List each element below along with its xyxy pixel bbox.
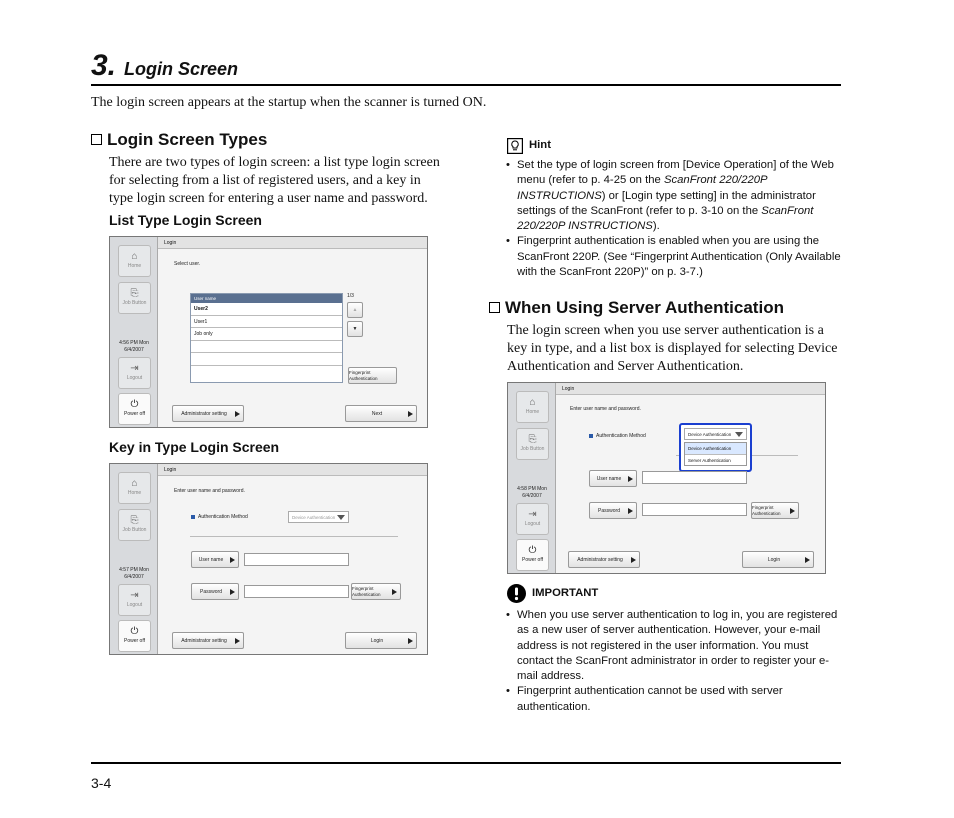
chapter-number: 3. <box>91 49 117 82</box>
important-label: IMPORTANT <box>507 584 598 603</box>
dropdown-option[interactable]: Server Authentication <box>688 458 731 463</box>
logout-button[interactable]: ⇥ Logout <box>118 357 151 389</box>
power-icon: ⏻ <box>528 545 537 556</box>
server-heading: When Using Server Authentication <box>489 298 784 318</box>
checkbox-icon <box>489 302 500 313</box>
hint-icon <box>507 138 523 154</box>
admin-setting-button[interactable]: Administrator setting <box>172 632 244 649</box>
types-paragraph: There are two types of login screen: a list type login screen for selecting from a list of registered users, and a key in type login screen for entering a user name and password. <box>109 155 440 206</box>
down-arrow-icon: ▼ <box>352 326 358 332</box>
fingerprint-button[interactable]: Fingerprint Authentication <box>348 367 397 384</box>
keyin-type-screenshot <box>109 463 428 655</box>
admin-setting-button[interactable]: Administrator setting <box>172 405 244 422</box>
chevron-down-icon <box>735 432 743 437</box>
password-input[interactable] <box>244 585 349 598</box>
scroll-up-button[interactable] <box>347 302 363 318</box>
bullet-icon <box>589 434 593 438</box>
power-off-button[interactable]: ⏻ Power off <box>516 539 549 571</box>
fingerprint-button[interactable]: Fingerprint Authentication <box>751 502 799 519</box>
home-icon: ⌂ <box>131 251 138 262</box>
header-rule <box>91 84 841 86</box>
arrow-right-icon <box>628 476 633 482</box>
home-icon: ⌂ <box>131 478 138 489</box>
checkbox-icon <box>91 134 102 145</box>
list-item[interactable] <box>191 353 342 366</box>
page-number: 3-4 <box>91 775 112 791</box>
hint-bullet-2: • Fingerprint authentication is enabled when you are using the ScanFront 220P. (See “Fingerprint Authentication (Only Available with the ScanFront 220P)” on p. 3-7.) <box>506 234 842 280</box>
admin-setting-button[interactable]: Administrator setting <box>568 551 640 568</box>
clock: 4:57 PM Mon 6/4/2007 <box>119 567 149 580</box>
arrow-right-icon <box>235 638 240 644</box>
logout-icon: ⇥ <box>528 509 537 520</box>
important-bullet-2: • Fingerprint authentication cannot be used with server authentication. <box>506 684 842 715</box>
chevron-down-icon <box>337 515 345 520</box>
arrow-right-icon <box>392 589 397 595</box>
home-button[interactable]: ⌂ Home <box>516 391 549 423</box>
sidebar <box>110 464 158 654</box>
bullet-icon <box>191 515 195 519</box>
logout-icon: ⇥ <box>130 363 139 374</box>
arrow-right-icon <box>805 557 810 563</box>
power-off-button[interactable]: ⏻ Power off <box>118 393 151 425</box>
home-button[interactable]: ⌂ Home <box>118 245 151 277</box>
login-button[interactable]: Login <box>742 551 814 568</box>
user-list[interactable] <box>190 293 343 383</box>
screen-title: Login <box>556 383 825 395</box>
home-button[interactable]: ⌂ Home <box>118 472 151 504</box>
job-button[interactable]: ⎘ Job Button <box>118 282 151 314</box>
job-button[interactable]: ⎘ Job Button <box>516 428 549 460</box>
user-name-input[interactable] <box>244 553 349 566</box>
screen-title: Login <box>158 464 427 476</box>
keyin-type-heading: Key in Type Login Screen <box>109 439 280 455</box>
auth-method-select[interactable]: Device Authentication <box>684 428 747 440</box>
arrow-right-icon <box>631 557 636 563</box>
clock: 4:58 PM Mon 6/4/2007 <box>517 486 547 499</box>
hint-bullets <box>506 158 842 280</box>
power-icon: ⏻ <box>130 626 139 637</box>
logout-button[interactable]: ⇥ Logout <box>516 503 549 535</box>
user-list-header: User name <box>191 294 342 303</box>
arrow-right-icon <box>230 557 235 563</box>
prompt: Enter user name and password. <box>174 488 245 494</box>
next-button[interactable]: Next <box>345 405 417 422</box>
logout-icon: ⇥ <box>130 590 139 601</box>
user-name-button[interactable]: User name <box>191 551 239 568</box>
types-heading: Login Screen Types <box>91 130 267 150</box>
warning-icon <box>507 584 526 603</box>
auth-dropdown-list <box>684 442 747 466</box>
footer-rule <box>91 762 841 764</box>
job-icon: ⎘ <box>130 515 139 526</box>
logout-button[interactable]: ⇥ Logout <box>118 584 151 616</box>
list-item[interactable]: User1 <box>191 316 342 329</box>
auth-method-select[interactable]: Device Authentication <box>288 511 349 523</box>
intro-text: The login screen appears at the startup when the scanner is turned ON. <box>91 95 487 110</box>
auth-method-label: Authentication Method <box>198 514 248 520</box>
power-icon: ⏻ <box>130 399 139 410</box>
password-button[interactable]: Password <box>589 502 637 519</box>
auth-method-label: Authentication Method <box>596 433 646 439</box>
home-icon: ⌂ <box>529 397 536 408</box>
list-type-heading: List Type Login Screen <box>109 212 262 228</box>
arrow-right-icon <box>628 508 633 514</box>
clock: 4:56 PM Mon 6/4/2007 <box>119 340 149 353</box>
scroll-down-button[interactable] <box>347 321 363 337</box>
power-off-button[interactable]: ⏻ Power off <box>118 620 151 652</box>
arrow-right-icon <box>235 411 240 417</box>
page-indicator: 1/3 <box>347 293 354 299</box>
list-item[interactable]: Job only <box>191 328 342 341</box>
sidebar <box>110 237 158 427</box>
arrow-right-icon <box>408 638 413 644</box>
password-input[interactable] <box>642 503 747 516</box>
hint-label: Hint <box>507 138 551 154</box>
list-item[interactable] <box>191 341 342 354</box>
hint-bullet-1: • Set the type of login screen from [Device Operation] of the Web menu (refer to p. 4-25 on the ScanFront 220/220P INSTRUCTIONS) or [Login type setting] in the administrator settings of the ScanFront (refer to p. 3-10 on the ScanFront 220/220P INSTRUCTIONS). <box>506 158 842 234</box>
password-button[interactable]: Password <box>191 583 239 600</box>
server-paragraph: The login screen when you use server authentication is a key in type, and a list box is displayed for selecting Device Authentication and Server Authentication. <box>507 323 838 374</box>
sidebar <box>508 383 556 573</box>
screen-title: Login <box>158 237 427 249</box>
list-type-screenshot <box>109 236 428 428</box>
job-icon: ⎘ <box>528 434 537 445</box>
dropdown-option[interactable]: Device Authentication <box>685 443 746 455</box>
prompt: Select user. <box>174 261 201 267</box>
login-button[interactable]: Login <box>345 632 417 649</box>
arrow-right-icon <box>230 589 235 595</box>
auth-dropdown-highlight <box>679 423 752 472</box>
important-bullet-1: • When you use server authentication to log in, you are registered as a new user of server authentication. However, your e-mail address is not registered in the user information. You must contact the ScanFront administrator in order to register your e-mail address. <box>506 608 842 684</box>
divider <box>190 536 398 537</box>
up-arrow-icon: ▲ <box>352 307 358 313</box>
user-name-input[interactable] <box>642 471 747 484</box>
user-name-button[interactable]: User name <box>589 470 637 487</box>
arrow-right-icon <box>790 508 795 514</box>
chapter-title: Login Screen <box>124 59 239 79</box>
list-item[interactable]: User2 <box>191 303 342 316</box>
prompt: Enter user name and password. <box>570 406 641 412</box>
arrow-right-icon <box>408 411 413 417</box>
job-icon: ⎘ <box>130 288 139 299</box>
job-button[interactable]: ⎘ Job Button <box>118 509 151 541</box>
important-bullets <box>506 608 842 715</box>
fingerprint-button[interactable]: Fingerprint Authentication <box>351 583 401 600</box>
server-auth-screenshot <box>507 382 826 574</box>
